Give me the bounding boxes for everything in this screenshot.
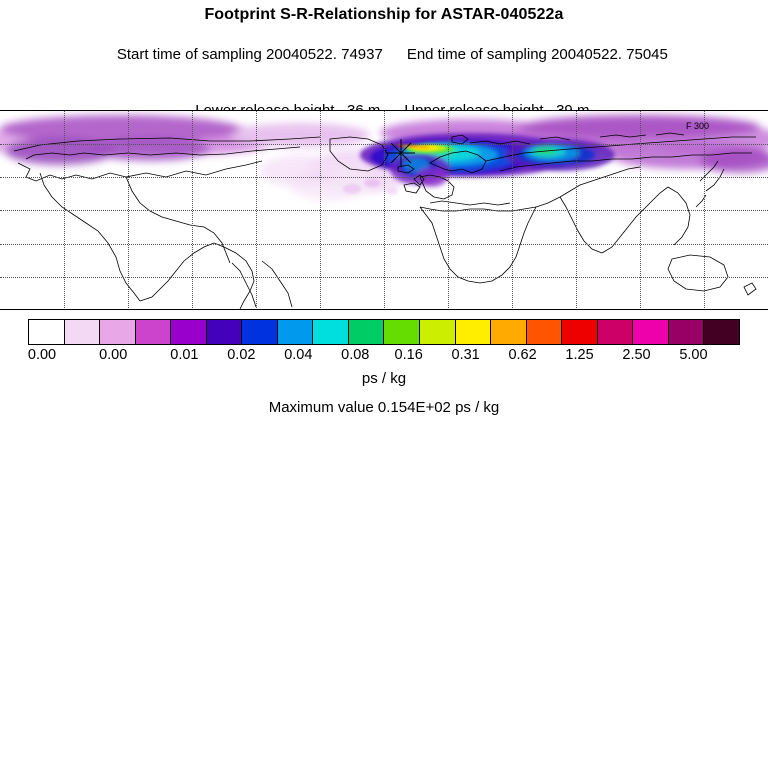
colorbar-swatch <box>65 320 101 344</box>
colorbar-swatch <box>100 320 136 344</box>
colorbar-tick-labels <box>0 347 768 365</box>
colorbar-swatch <box>456 320 492 344</box>
map-panel <box>0 110 768 310</box>
colorbar-tick-label: 0.31 <box>451 347 480 363</box>
start-time-text: Start time of sampling 20040522. 74937 <box>116 46 383 63</box>
colorbar-swatch <box>527 320 563 344</box>
max-value-label: Maximum value 0.154E+02 ps / kg <box>268 399 500 416</box>
colorbar <box>28 319 740 345</box>
colorbar-tick-label: 5.00 <box>679 347 708 363</box>
colorbar-tick-label: 2.50 <box>622 347 651 363</box>
colorbar-swatch <box>278 320 314 344</box>
page-title: Footprint S-R-Relationship for ASTAR-040522a <box>204 6 564 23</box>
colorbar-tick-label: 1.25 <box>565 347 594 363</box>
colorbar-tick-label: 0.02 <box>227 347 256 363</box>
colorbar-swatch <box>669 320 705 344</box>
release-site-marker <box>0 111 768 310</box>
colorbar-swatch <box>704 320 739 344</box>
colorbar-unit-label: ps / kg <box>361 370 407 387</box>
colorbar-tick-label: 0.00 <box>99 347 128 363</box>
colorbar-swatch <box>420 320 456 344</box>
colorbar-swatch <box>598 320 634 344</box>
colorbar-tick-label: 0.62 <box>508 347 537 363</box>
figure-root <box>0 6 768 774</box>
sampling-time-line <box>0 29 768 80</box>
end-time-text: End time of sampling 20040522. 75045 <box>406 46 668 63</box>
colorbar-swatch <box>562 320 598 344</box>
colorbar-tick-label: 0.16 <box>394 347 423 363</box>
colorbar-tick-label: 0.01 <box>170 347 199 363</box>
colorbar-swatch <box>136 320 172 344</box>
colorbar-tick-label: 0.04 <box>284 347 313 363</box>
colorbar-swatch <box>491 320 527 344</box>
map-canvas <box>0 111 768 310</box>
colorbar-tick-label: 0.08 <box>341 347 370 363</box>
colorbar-swatch <box>313 320 349 344</box>
colorbar-swatch <box>349 320 385 344</box>
colorbar-swatch <box>242 320 278 344</box>
colorbar-swatch <box>207 320 243 344</box>
map-annotation-label: F 300 <box>686 121 710 131</box>
colorbar-tick-label: 0.00 <box>27 347 57 363</box>
colorbar-swatch <box>384 320 420 344</box>
colorbar-swatch <box>171 320 207 344</box>
colorbar-swatch <box>29 320 65 344</box>
colorbar-swatch <box>633 320 669 344</box>
